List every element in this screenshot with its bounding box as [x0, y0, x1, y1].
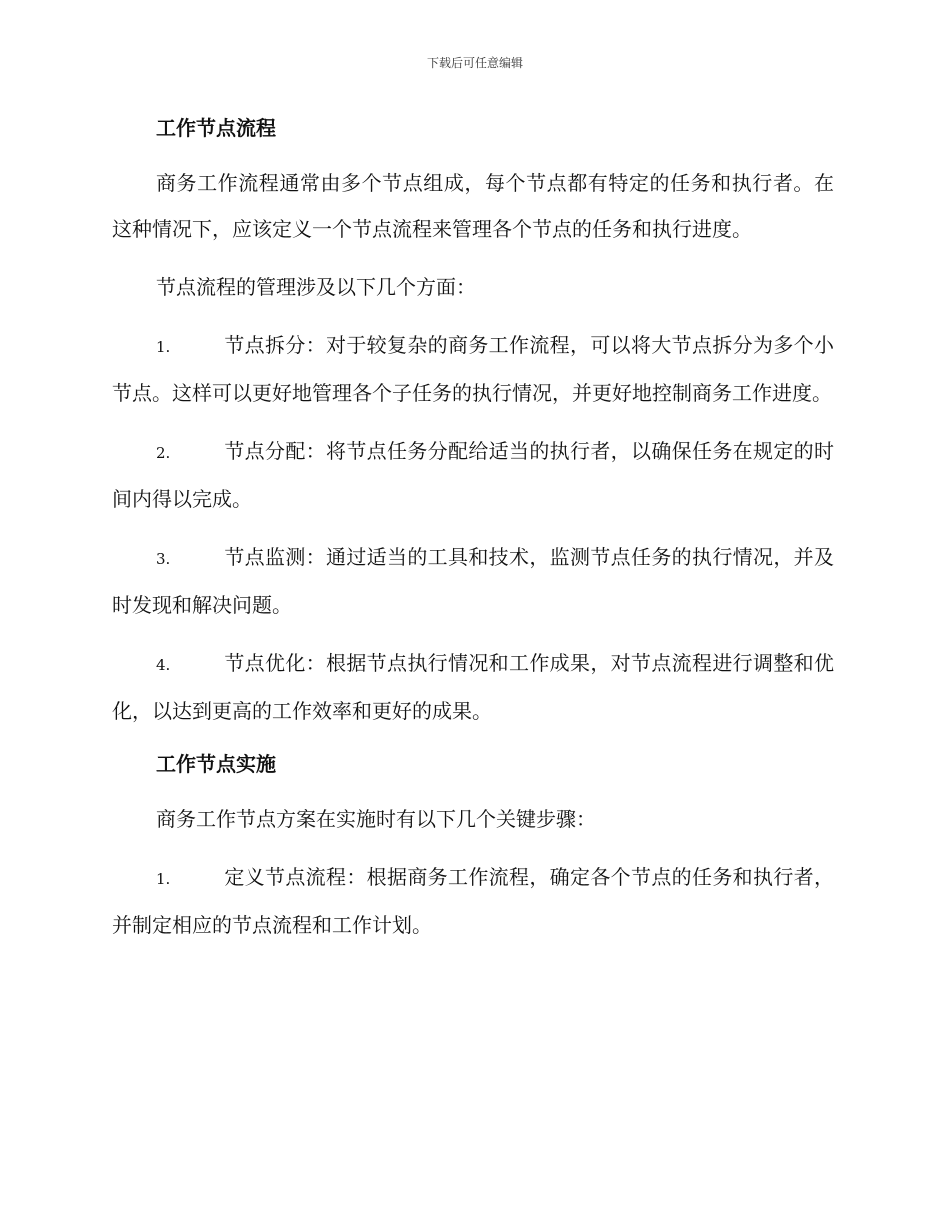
- flow-intro-paragraph: 商务工作流程通常由多个节点组成，每个节点都有特定的任务和执行者。在这种情况下，应该定义一个节点流程来管理各个节点的任务和执行进度。: [112, 171, 834, 241]
- list-number: 4.: [156, 656, 171, 674]
- list-number: 2.: [156, 444, 171, 462]
- flow-list-item-1: [112, 322, 834, 416]
- list-number: 3.: [156, 550, 171, 568]
- list-item-text: 节点优化：根据节点执行情况和工作成果，对节点流程进行调整和优化，以达到更高的工作效率和更好的成果。: [112, 651, 834, 723]
- flow-list-item-3: [112, 534, 834, 628]
- list-number: 1.: [156, 870, 171, 888]
- section-title-flow: 工作节点流程: [156, 116, 276, 140]
- list-item-text: 定义节点流程：根据商务工作流程，确定各个节点的任务和执行者，并制定相应的节点流程和工作计划。: [112, 865, 834, 937]
- flow-list-item-4: [112, 640, 834, 734]
- header-note: 下载后可任意编辑: [426, 56, 523, 70]
- list-item-text: 节点监测：通过适当的工具和技术，监测节点任务的执行情况，并及时发现和解决问题。: [112, 545, 834, 617]
- impl-list-item-1: [112, 854, 834, 948]
- list-item-text: 节点拆分：对于较复杂的商务工作流程，可以将大节点拆分为多个小节点。这样可以更好地管理各个子任务的执行情况，并更好地控制商务工作进度。: [112, 333, 834, 405]
- list-item-text: 节点分配：将节点任务分配给适当的执行者，以确保任务在规定的时间内得以完成。: [112, 439, 834, 511]
- impl-lead-paragraph: 商务工作节点方案在实施时有以下几个关键步骤：: [156, 807, 596, 831]
- flow-lead-paragraph: 节点流程的管理涉及以下几个方面：: [156, 275, 476, 299]
- section-title-impl: 工作节点实施: [156, 752, 276, 776]
- list-number: 1.: [156, 338, 171, 356]
- document-body: [112, 110, 834, 948]
- flow-list-item-2: [112, 428, 834, 522]
